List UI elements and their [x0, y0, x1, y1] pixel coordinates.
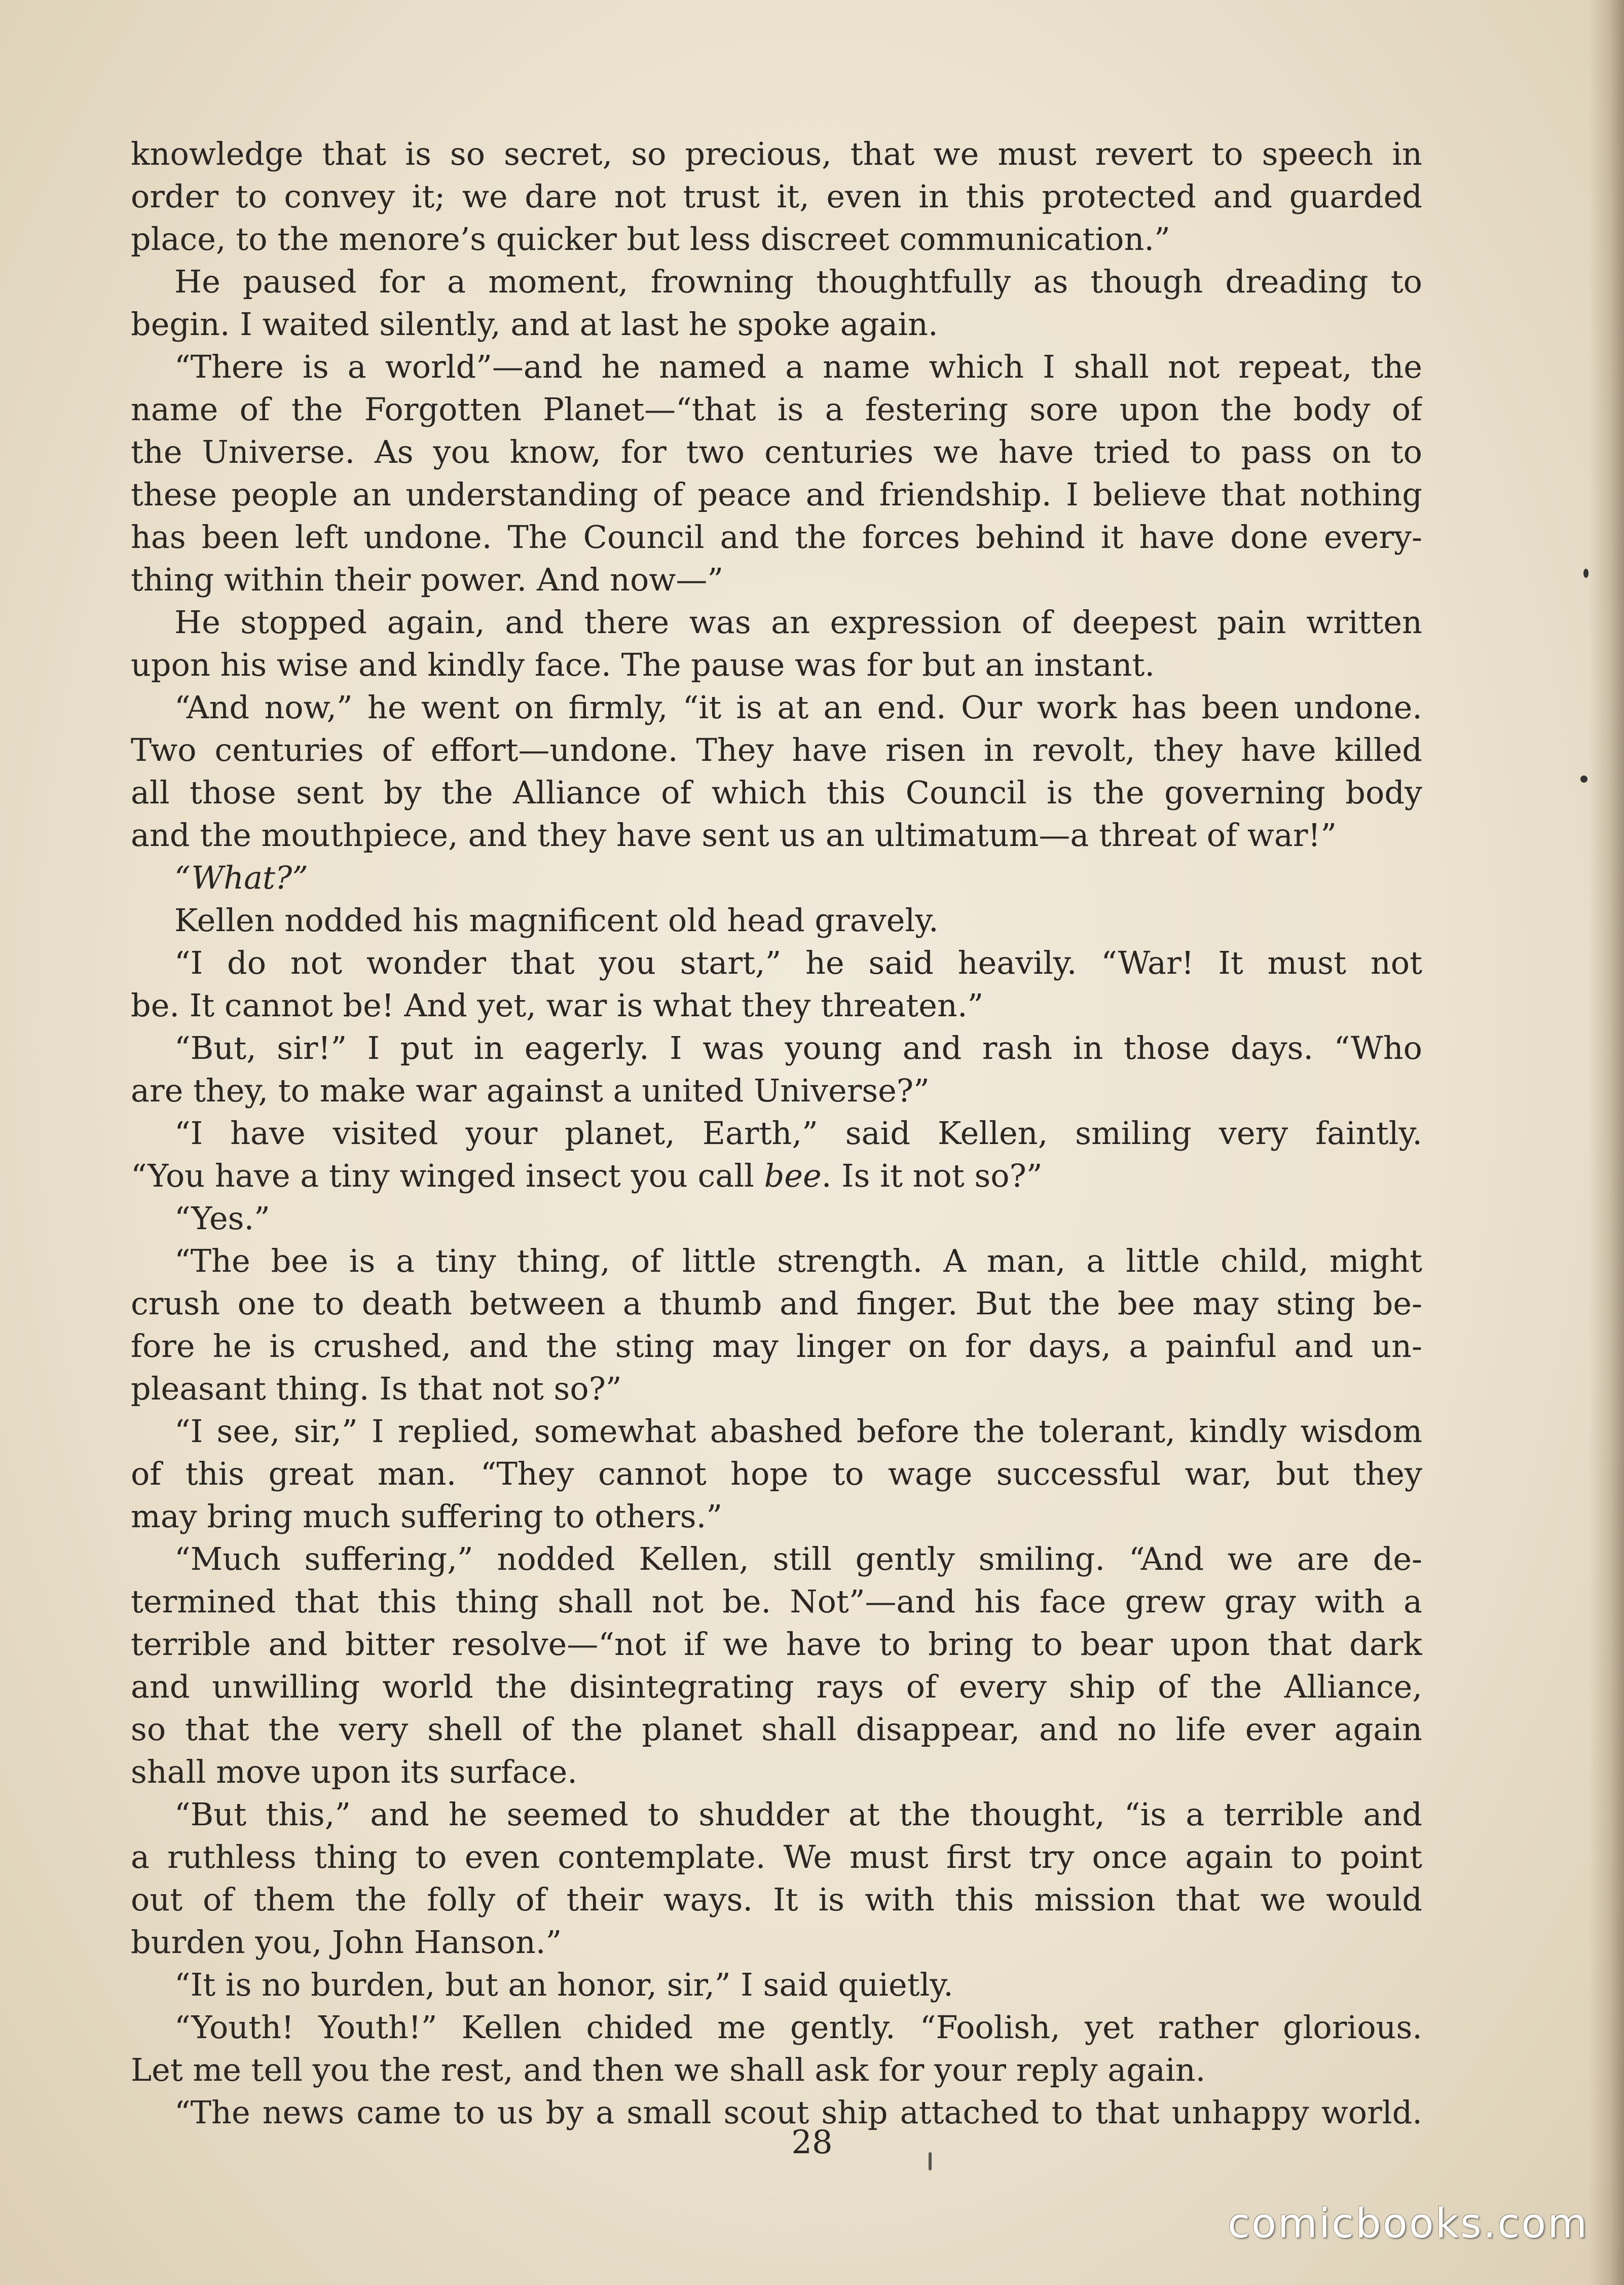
body-text [131, 133, 1422, 2134]
text-line: terrible and bitter resolve—“not if we have to bring to bear upon that dark [131, 1626, 1422, 1663]
page-speck [929, 2152, 932, 2170]
text-line: “Youth! Youth!” Kellen chided me gently. “Foolish, yet rather glorious. [174, 2009, 1422, 2046]
text-line: Kellen nodded his magnificent old head gravely. [174, 902, 939, 939]
text-line: fore he is crushed, and the sting may linger on for days, a painful and un- [131, 1328, 1422, 1365]
text-line: place, to the menore’s quicker but less discreet communication.” [131, 220, 1170, 257]
text-line: “I see, sir,” I replied, somewhat abashed before the tolerant, kindly wisdom [174, 1413, 1422, 1450]
text-line: “What?” [174, 859, 308, 896]
text-line: “But, sir!” I put in eagerly. I was young and rash in those days. “Who [174, 1029, 1422, 1066]
text-line: He stopped again, and there was an expression of deepest pain written [174, 604, 1422, 641]
text-line: He paused for a moment, frowning thoughtfully as though dreading to [174, 263, 1422, 300]
text-line: “You have a tiny winged insect you call bee. Is it not so?” [131, 1157, 1043, 1194]
text-line: “I do not wonder that you start,” he said heavily. “War! It must not [174, 944, 1422, 981]
text-line: of this great man. “They cannot hope to wage successful war, but they [131, 1455, 1422, 1492]
text-line: “And now,” he went on firmly, “it is at an end. Our work has been undone. [174, 689, 1422, 726]
text-line: upon his wise and kindly face. The pause was for but an instant. [131, 646, 1155, 683]
text-line: all those sent by the Alliance of which this Council is the governing body [131, 774, 1422, 811]
text-line: Let me tell you the rest, and then we shall ask for your reply again. [131, 2051, 1206, 2088]
text-line: “Yes.” [174, 1200, 270, 1237]
text-line: may bring much suffering to others.” [131, 1498, 723, 1535]
text-line: these people an understanding of peace and friendship. I believe that nothing [131, 476, 1422, 513]
text-line: shall move upon its surface. [131, 1753, 577, 1790]
text-line: begin. I waited silently, and at last he spoke again. [131, 306, 938, 343]
text-line: “Much suffering,” nodded Kellen, still gently smiling. “And we are de- [174, 1540, 1422, 1577]
text-line: “There is a world”—and he named a name which I shall not repeat, the [174, 348, 1422, 385]
text-line: termined that this thing shall not be. Not”—and his face grew gray with a [131, 1583, 1422, 1620]
text-line: thing within their power. And now—” [131, 561, 724, 598]
page-speck [1580, 776, 1588, 783]
text-line: “I have visited your planet, Earth,” said Kellen, smiling very faintly. [174, 1115, 1422, 1152]
text-line: name of the Forgotten Planet—“that is a festering sore upon the body of [131, 391, 1422, 428]
text-line: “The bee is a tiny thing, of little strength. A man, a little child, might [174, 1242, 1422, 1279]
text-line: crush one to death between a thumb and finger. But the bee may sting be- [131, 1285, 1422, 1322]
text-line: “It is no burden, but an honor, sir,” I said quietly. [174, 1966, 953, 2003]
text-line: knowledge that is so secret, so precious, that we must revert to speech in [131, 135, 1422, 172]
text-line: a ruthless thing to even contemplate. We must first try once again to point [131, 1838, 1422, 1875]
text-line: be. It cannot be! And yet, war is what they threaten.” [131, 987, 984, 1024]
text-line: “But this,” and he seemed to shudder at the thought, “is a terrible and [174, 1796, 1422, 1833]
text-line: burden you, John Hanson.” [131, 1924, 562, 1961]
page-speck [1583, 569, 1589, 578]
page-number: 28 [791, 2124, 833, 2161]
text-line: and the mouthpiece, and they have sent us an ultimatum—a threat of war!” [131, 817, 1337, 854]
text-line: Two centuries of effort—undone. They have risen in revolt, they have killed [131, 731, 1422, 768]
text-line: has been left undone. The Council and the forces behind it have done every- [131, 519, 1422, 556]
text-line: and unwilling world the disintegrating rays of every ship of the Alliance, [131, 1668, 1422, 1705]
text-line: so that the very shell of the planet shall disappear, and no life ever again [131, 1711, 1422, 1748]
text-line: pleasant thing. Is that not so?” [131, 1370, 622, 1407]
watermark-logo: comicbooks.com [1227, 2200, 1589, 2247]
text-line: order to convey it; we dare not trust it, even in this protected and guarded [131, 178, 1422, 215]
text-line: out of them the folly of their ways. It is with this mission that we would [131, 1881, 1422, 1918]
text-line: “The news came to us by a small scout ship attached to that unhappy world. [174, 2094, 1422, 2131]
page-spine-shadow [1589, 0, 1624, 2285]
text-line: the Universe. As you know, for two centuries we have tried to pass on to [131, 433, 1422, 470]
text-line: are they, to make war against a united Universe?” [131, 1072, 930, 1109]
